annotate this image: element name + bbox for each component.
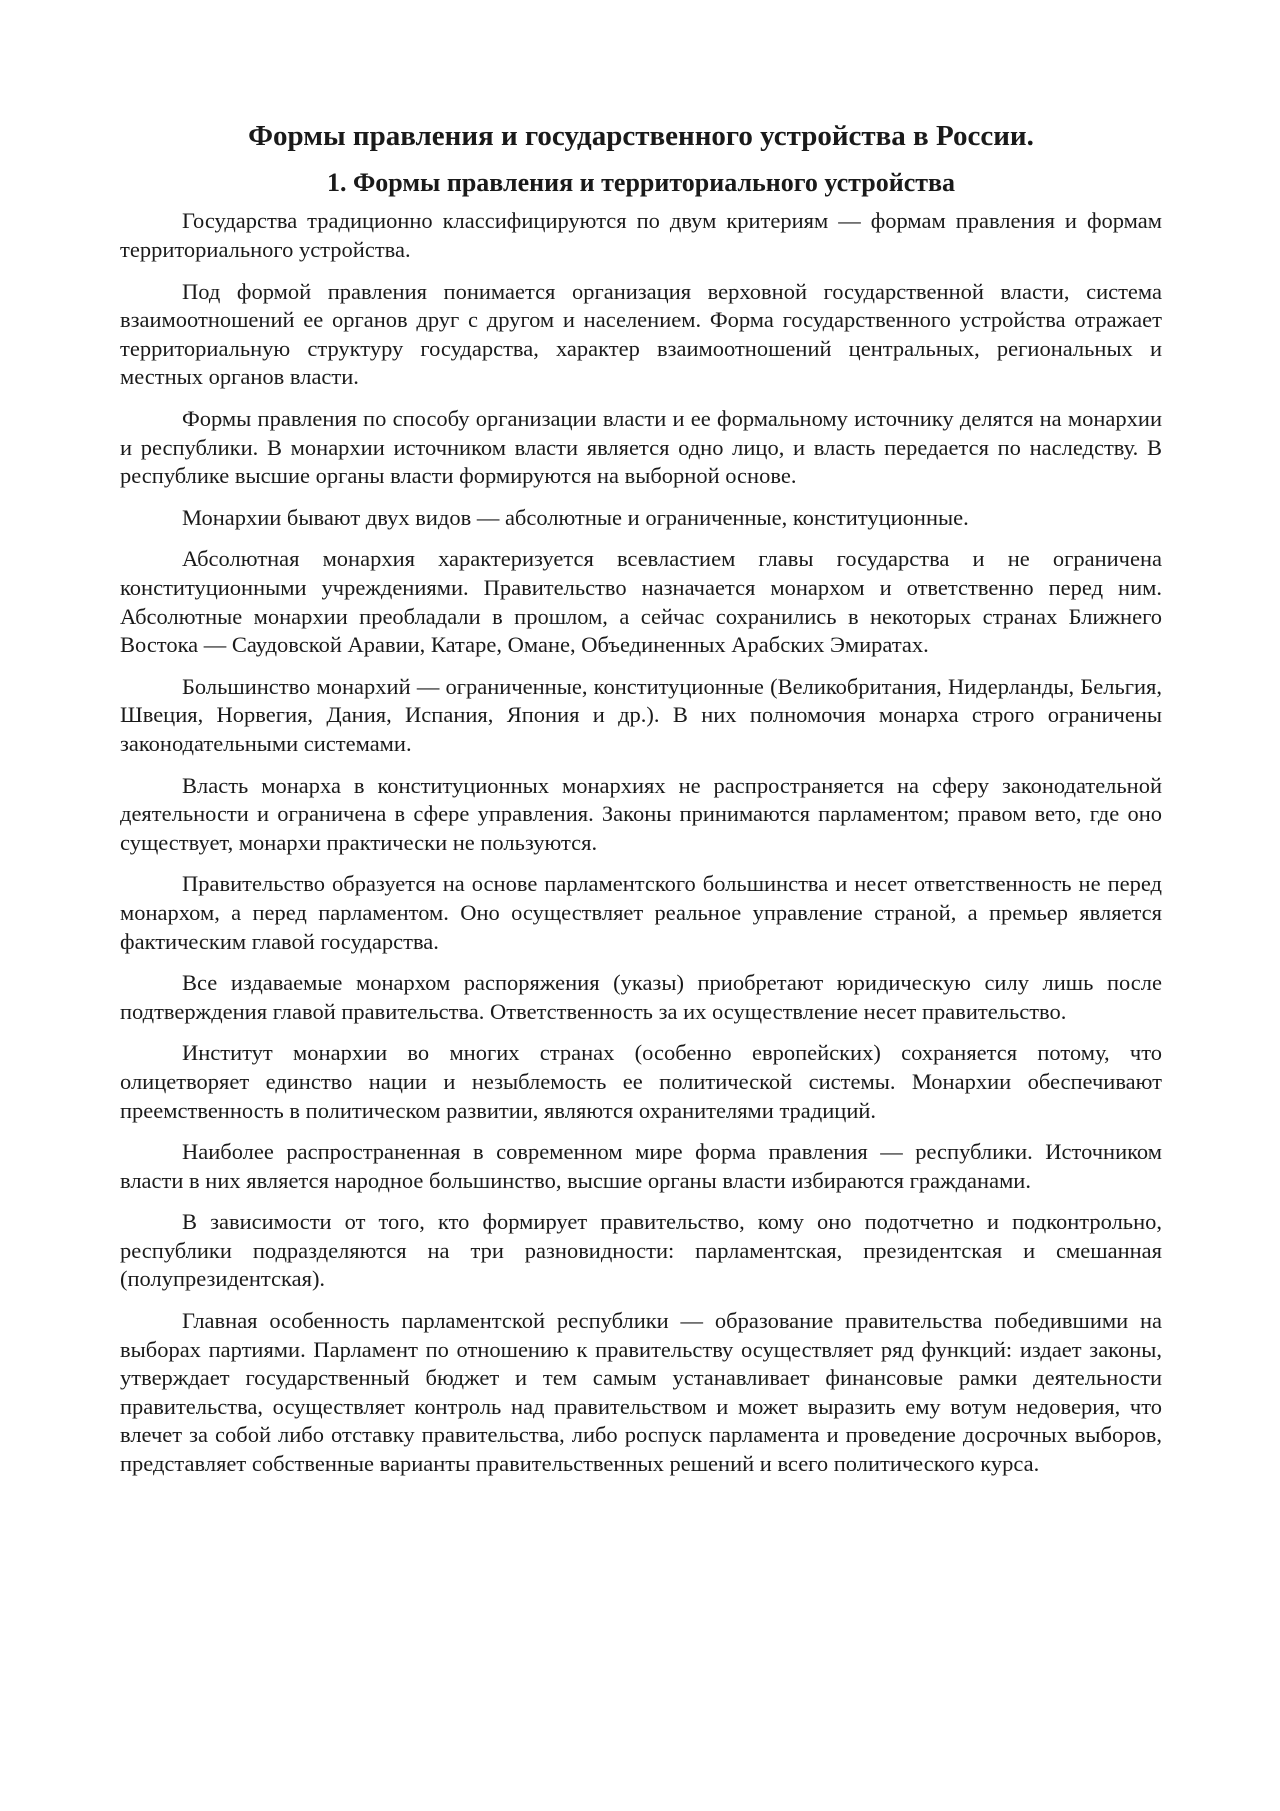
paragraph: Все издаваемые монархом распоряжения (указы) приобретают юридическую силу лишь после подтверждения главой правительства. Ответственность за их осуществление несет правительство. [120,970,1162,1024]
paragraph: Абсолютная монархия характеризуется всевластием главы государства и не ограничена конституционными учреждениями. Правительство назначается монархом и ответственно перед ним. Абсолютные монархии преобладали в прошлом, а сейчас сохранились в некоторых странах Ближнего Востока — Саудовской Аравии, Катаре, Омане, Объединенных Арабских Эмиратах. [120,546,1162,658]
paragraph: Государства традиционно классифицируются по двум критериям — формам правления и формам территориального устройства. [120,208,1162,263]
paragraph: Институт монархии во многих странах (особенно европейских) сохраняется потому, что олицетворяет единство нации и незыблемость ее политической системы. Монархии обеспечивают преемственность в политическом развитии, являются охранителями традиций. [120,1040,1162,1123]
paragraph: Монархии бывают двух видов — абсолютные и ограниченные, конституционные. [182,504,969,530]
paragraph: Наиболее распространенная в современном мире форма правления — республики. Источником власти в них является народное большинство, высшие органы власти избираются гражданами. [120,1139,1162,1193]
paragraph: Формы правления по способу организации власти и ее формальному источнику делятся на монархии и республики. В монархии источником власти является одно лицо, и власть передается по наследству. В республике высшие органы власти формируются на выборной основе. [120,406,1162,489]
paragraph: В зависимости от того, кто формирует правительство, кому оно подотчетно и подконтрольно, республики подразделяются на три разновидности: парламентская, президентская и смешанная (полупрезидентская). [120,1209,1162,1292]
paragraph: Власть монарха в конституционных монархиях не распространяется на сферу законодательной деятельности и ограничена в сфере управления. Законы принимаются парламентом; правом вето, где оно существует, монархи практически не пользуются. [120,772,1162,855]
document-title: Формы правления и государственного устройства в России. [248,120,1034,152]
paragraph: Правительство образуется на основе парламентского большинства и несет ответственность не перед монархом, а перед парламентом. Оно осуществляет реальное управление страной, а премьер является фактическим главой государства. [120,871,1162,954]
section-heading: 1. Формы правления и территориального устройства [326,167,956,197]
paragraph: Большинство монархий — ограниченные, конституционные (Великобритания, Нидерланды, Бельгия, Швеция, Норвегия, Дания, Испания, Япония и др.). В них полномочия монарха строго ограничены законодательными системами. [120,673,1162,756]
paragraph: Главная особенность парламентской республики — образование правительства победившими на выборах партиями. Парламент по отношению к правительству осуществляет ряд функций: издает законы, утверждает государственный бюджет и тем самым устанавливает финансовые рамки деятельности правительства, осуществляет контроль над правительством и может выразить ему вотум недоверия, что влечет за собой либо отставку правительства, либо роспуск парламента и проведение досрочных выборов, представляет собственные варианты правительственных решений и всего политического курса. [120,1308,1162,1477]
document-body [120,207,1162,1478]
paragraph: Под формой правления понимается организация верховной государственной власти, система взаимоотношений ее органов друг с другом и населением. Форма государственного устройства отражает территориальную структуру государства, характер взаимоотношений центральных, региональных и местных органов власти. [120,278,1162,390]
document-page [120,118,1162,1492]
